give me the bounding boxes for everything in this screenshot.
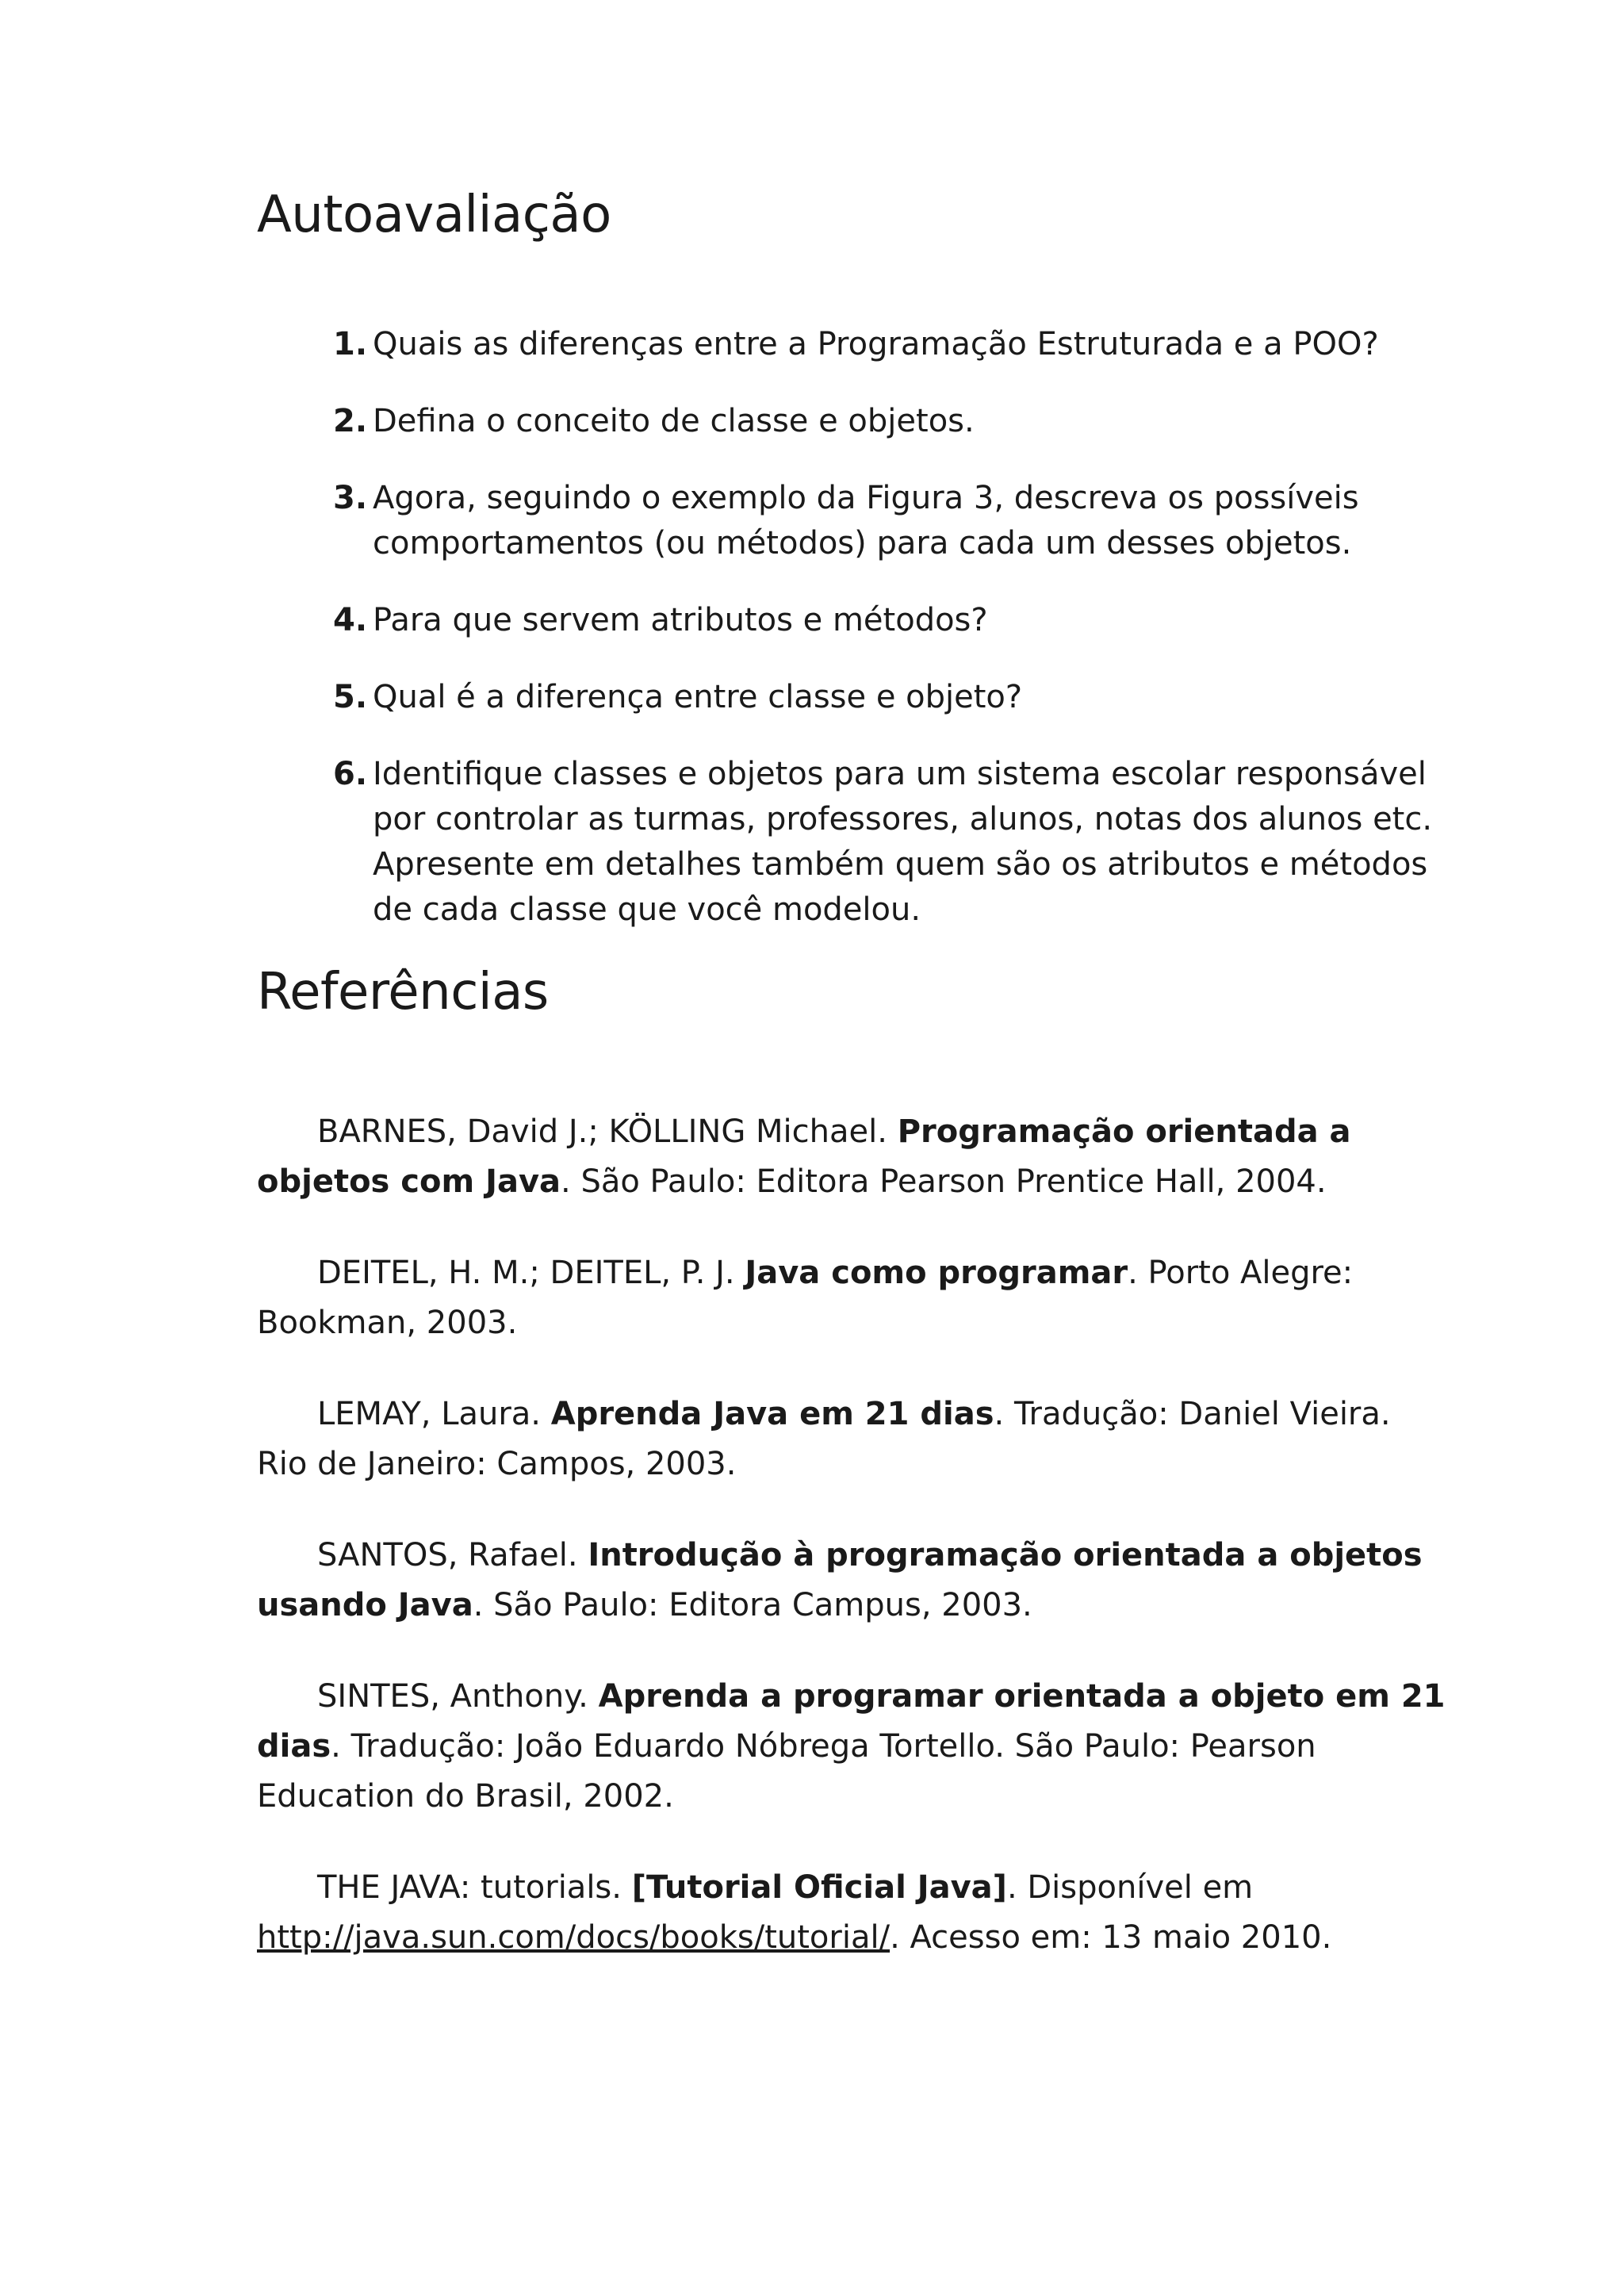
reference-details: . Tradução: Daniel Vieira. Rio de Janeiro: Campos, 2003. [257, 1396, 1391, 1482]
reference-item [257, 1863, 1446, 1963]
question-item [333, 598, 1459, 643]
question-text: Identifique classes e objetos para um sistema escolar responsável por controlar as turmas, professores, alunos, notas dos alunos etc. Apresente em detalhes também quem são os atributos e métodos de cada classe que você modelou. [373, 756, 1433, 928]
reference-item [257, 1531, 1446, 1631]
reference-authors: SINTES, Anthony. [317, 1678, 599, 1715]
question-number: 2. [333, 403, 368, 439]
reference-authors: DEITEL, H. M.; DEITEL, P. J. [317, 1255, 745, 1291]
reference-title: Java como programar [745, 1255, 1128, 1291]
reference-details: . São Paulo: Editora Pearson Prentice Hall, 2004. [561, 1163, 1327, 1200]
question-item [333, 675, 1459, 720]
reference-details: . Disponível em [1006, 1869, 1254, 1906]
question-text: Defina o conceito de classe e objetos. [373, 403, 975, 439]
reference-authors: SANTOS, Rafael. [317, 1537, 588, 1573]
question-item [333, 752, 1459, 933]
question-text: Para que servem atributos e métodos? [373, 602, 988, 638]
question-text: Agora, seguindo o exemplo da Figura 3, descreva os possíveis comportamentos (ou métodos) para cada um desses objetos. [373, 480, 1359, 562]
reference-title: Introdução à programação orientada a objetos usando Java [257, 1537, 1423, 1623]
reference-item [257, 1389, 1446, 1489]
reference-details: . Tradução: João Eduardo Nóbrega Tortello. São Paulo: Pearson Education do Brasil, 2002. [257, 1728, 1316, 1815]
reference-title: [Tutorial Oficial Java] [631, 1869, 1007, 1906]
reference-item [257, 1672, 1446, 1822]
question-number: 3. [333, 480, 368, 516]
question-item [333, 399, 1459, 444]
question-text: Quais as diferenças entre a Programação Estruturada e a POO? [373, 326, 1379, 362]
reference-list [257, 1107, 1446, 2004]
question-number: 5. [333, 679, 368, 715]
reference-access-date: . Acesso em: 13 maio 2010. [890, 1919, 1332, 1956]
reference-details: . São Paulo: Editora Campus, 2003. [473, 1587, 1032, 1623]
section-title-self-assessment: Autoavaliação [257, 186, 611, 244]
question-number: 4. [333, 602, 368, 638]
reference-item [257, 1248, 1446, 1348]
reference-authors: LEMAY, Laura. [317, 1396, 551, 1432]
reference-authors: BARNES, David J.; KÖLLING Michael. [317, 1113, 898, 1150]
section-title-references: Referências [257, 963, 549, 1021]
reference-title: Aprenda a programar orientada a objeto em 21 dias [257, 1678, 1446, 1765]
reference-details: . Porto Alegre: Bookman, 2003. [257, 1255, 1354, 1341]
reference-title: Aprenda Java em 21 dias [550, 1396, 994, 1432]
reference-title: Programação orientada a objetos com Java [257, 1113, 1351, 1200]
question-text: Qual é a diferença entre classe e objeto? [373, 679, 1023, 715]
question-list [333, 322, 1459, 964]
question-number: 6. [333, 756, 368, 792]
question-number: 1. [333, 326, 368, 362]
reference-authors: THE JAVA: tutorials. [317, 1869, 632, 1906]
reference-link[interactable]: http://java.sun.com/docs/books/tutorial/ [257, 1919, 891, 1956]
question-item [333, 322, 1459, 367]
question-item [333, 476, 1459, 566]
reference-item [257, 1107, 1446, 1207]
